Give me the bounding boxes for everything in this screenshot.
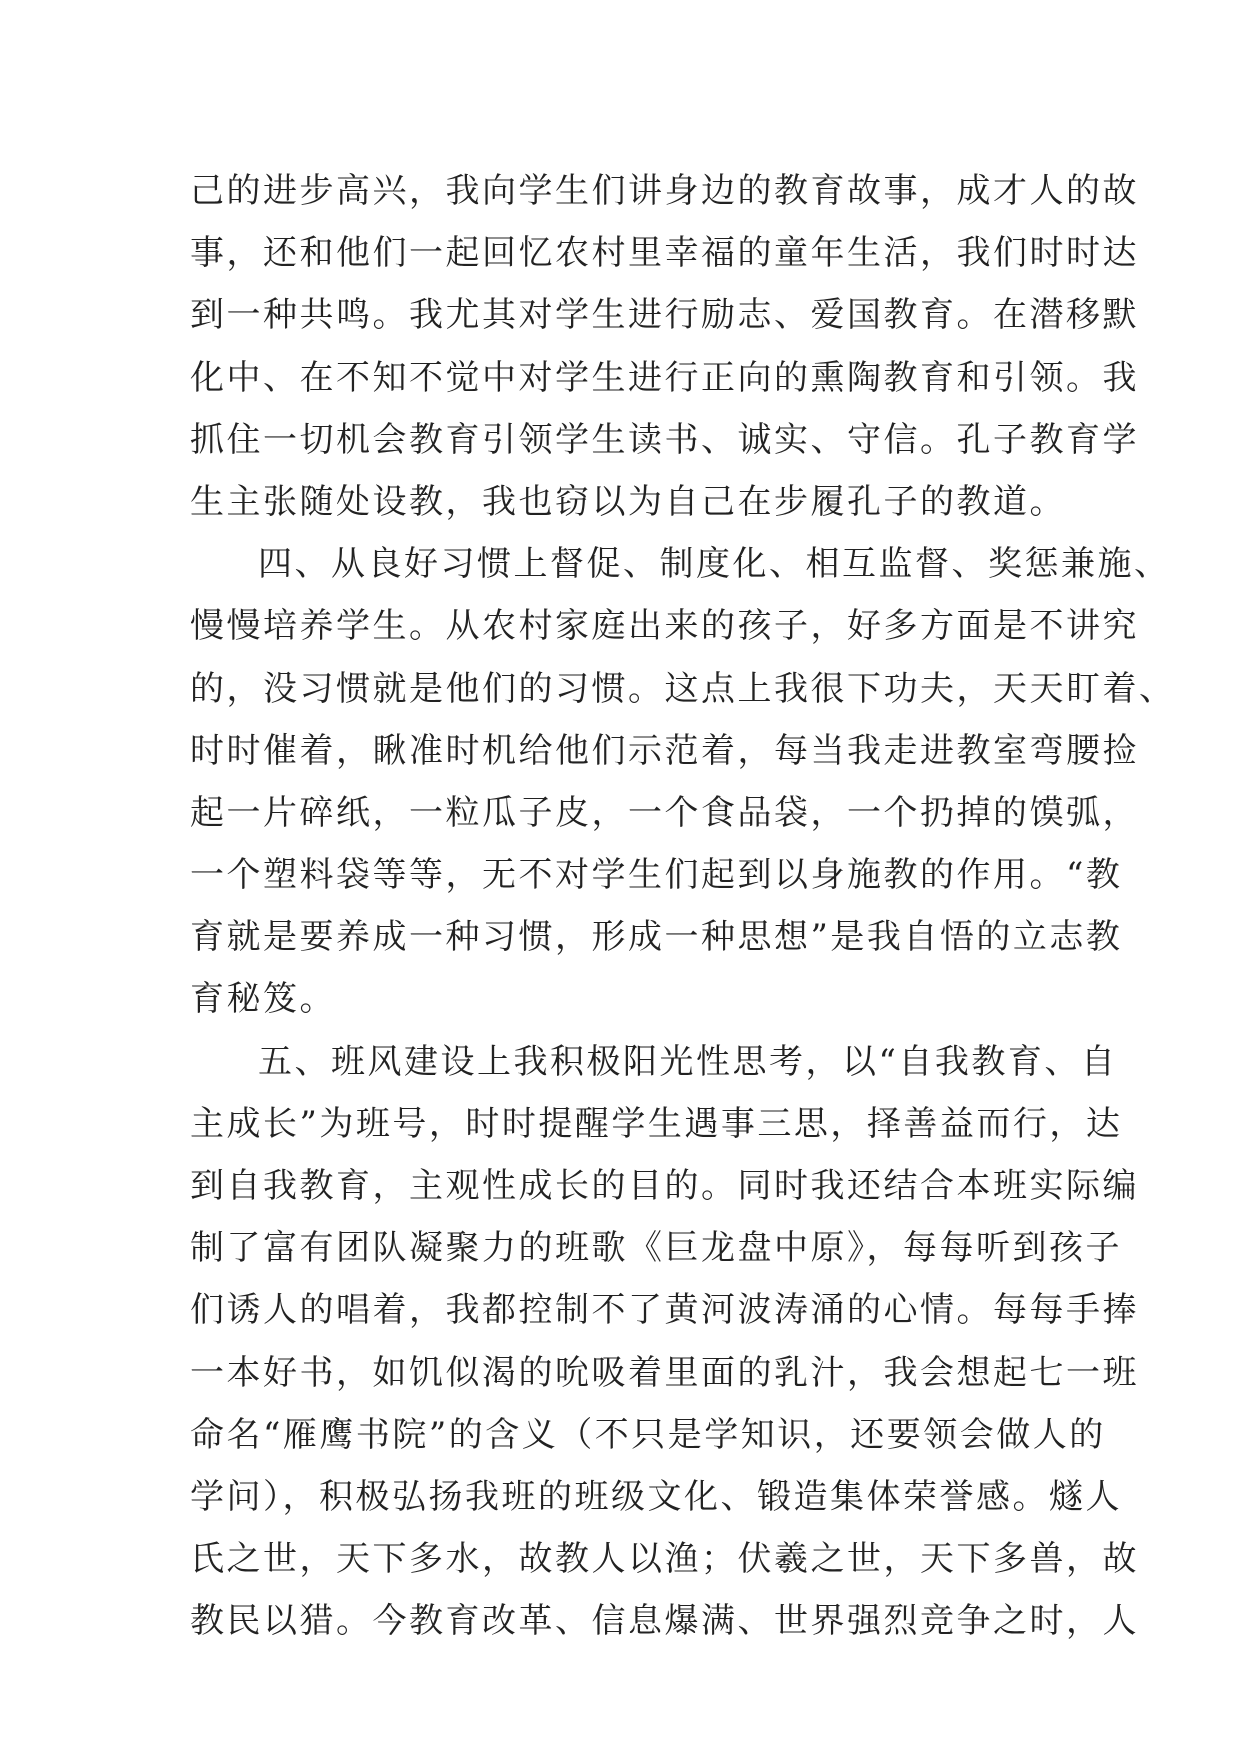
- paragraph-first-line: 五、班风建设上我积极阳光性思考，以“自我教育、自: [258, 1041, 1118, 1082]
- text-line: 生主张随处设教，我也窃以为自己在步履孔子的教道。: [190, 481, 1066, 522]
- text-line: 时时催着，瞅准时机给他们示范着，每当我走进教室弯腰捡: [190, 730, 1139, 771]
- text-line: 事，还和他们一起回忆农村里幸福的童年生活，我们时时达: [190, 233, 1139, 274]
- paragraph-first-line: 四、从良好习惯上督促、制度化、相互监督、奖惩兼施、: [258, 544, 1171, 585]
- text-line: 己的进步高兴，我向学生们讲身边的教育故事，成才人的故: [190, 171, 1139, 211]
- text-line: 化中、在不知不觉中对学生进行正向的熏陶教育和引领。我: [190, 357, 1139, 398]
- text-line: 命名“雁鹰书院”的含义（不只是学知识，还要领会做人的: [190, 1414, 1106, 1455]
- text-line: 的，没习惯就是他们的习惯。这点上我很下功夫，天天盯着、: [190, 668, 1176, 709]
- text-line: 到自我教育，主观性成长的目的。同时我还结合本班实际编: [190, 1166, 1139, 1206]
- text-line: 制了富有团队凝聚力的班歌《巨龙盘中原》，每每听到孩子: [190, 1228, 1122, 1269]
- text-line: 们诱人的唱着，我都控制不了黄河波涛涌的心情。每每手捧: [190, 1290, 1139, 1331]
- text-line: 主成长”为班号，时时提醒学生遇事三思，择善益而行，达: [190, 1103, 1123, 1144]
- text-line: 育秘笈。: [190, 979, 336, 1020]
- text-line: 学问），积极弘扬我班的班级文化、锻造集体荣誉感。燧人: [190, 1476, 1122, 1517]
- text-line: 一个塑料袋等等，无不对学生们起到以身施教的作用。“教: [190, 855, 1123, 896]
- text-line: 一本好书，如饥似渴的吮吸着里面的乳汁，我会想起七一班: [190, 1352, 1139, 1393]
- text-line: 抓住一切机会教育引领学生读书、诚实、守信。孔子教育学: [190, 419, 1139, 460]
- body-text: [190, 160, 1176, 1653]
- text-line: 慢慢培养学生。从农村家庭出来的孩子，好多方面是不讲究: [190, 606, 1139, 647]
- text-line: 育就是要养成一种习惯，形成一种思想”是我自悟的立志教: [190, 917, 1123, 958]
- text-line: 教民以猎。今教育改革、信息爆满、世界强烈竞争之时，人: [190, 1601, 1139, 1642]
- text-line: 起一片碎纸，一粒瓜子皮，一个食品袋，一个扔掉的馍弧，: [190, 792, 1139, 833]
- text-line: 氏之世，天下多水，故教人以渔；伏羲之世，天下多兽，故: [190, 1539, 1139, 1580]
- text-line: 到一种共鸣。我尤其对学生进行励志、爱国教育。在潜移默: [190, 295, 1139, 336]
